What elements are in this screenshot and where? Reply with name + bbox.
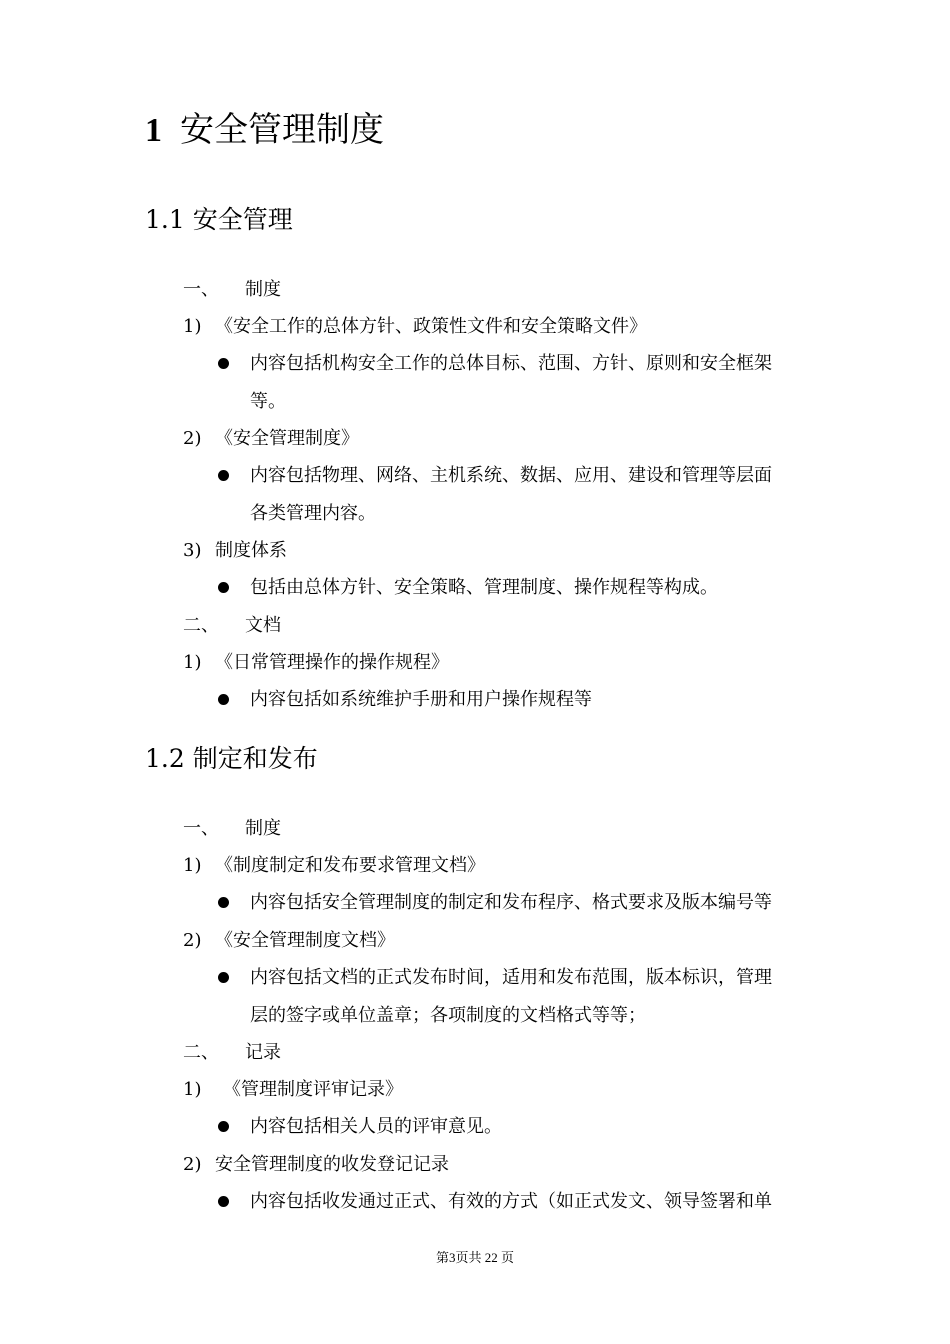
item-index: 2) [183,428,202,449]
bullet-text: 内容包括收发通过正式、有效的方式（如正式发文、领导签署和单 [250,1191,772,1212]
item-title [183,929,395,953]
item-text-part: 管理操作的操作规程》 [269,652,449,673]
chapter-title: 安全管理制度 [180,110,384,150]
item-index: 2) [183,930,202,951]
bullet-icon [218,582,229,593]
item-title [183,1153,449,1177]
category-heading [183,278,281,302]
bullet-icon [218,972,229,983]
bullet-text-continued: 各类管理内容。 [250,503,376,524]
item-text: 制度体系 [215,540,287,561]
category-label: 记录 [245,1042,281,1063]
item-index: 1) [183,855,202,876]
item-text-part: 《 [215,652,233,673]
bullet-icon [218,358,229,369]
item-index: 1) [183,316,202,337]
bullet-text: 内容包括相关人员的评审意见。 [250,1116,502,1137]
bullet-text: 内容包括如系统维护手册和用户操作规程等 [250,689,592,710]
category-label: 制度 [245,279,281,300]
bullet-text: 内容包括物理、网络、主机系统、数据、应用、建设和管理等层面 [250,465,772,486]
bullet-icon [218,470,229,481]
category-label: 文档 [245,615,281,636]
item-text: 《安全管理制度文档》 [215,930,395,951]
bullet-text: 内容包括文档的正式发布时间，适用和发布范围，版本标识，管理 [250,967,772,988]
bullet-icon [218,1196,229,1207]
item-title [183,1078,403,1102]
bullet-icon [218,1121,229,1132]
bullet-text-continued: 层的签字或单位盖章；各项制度的文档格式等等； [250,1005,646,1026]
bullet-text-continued: 等。 [250,391,286,412]
item-text: 《安全管理制度》 [215,428,359,449]
item-text: 《安全工作的总体方针、政策性文件和安全策略文件》 [215,316,647,337]
section-heading-1-1: 1.1 安全管理 [145,205,293,234]
chapter-number: 1 [145,112,162,149]
item-title [183,651,449,675]
item-text: 《制度制定和发布要求管理文档》 [215,855,485,876]
category-index: 一、 [183,818,219,839]
page-title [145,110,384,151]
category-index: 二、 [183,1042,219,1063]
bullet-icon [218,694,229,705]
item-index: 3) [183,540,202,561]
section-heading-1-2: 1.2 制定和发布 [145,744,318,773]
item-text: 安全管理制度的收发登记记录 [215,1154,449,1175]
item-text-part: 日常 [233,652,269,673]
item-index: 1) [183,652,202,673]
category-heading [183,614,281,638]
category-heading [183,1041,281,1065]
category-index: 二、 [183,615,219,636]
item-title [183,539,287,563]
category-heading [183,817,281,841]
bullet-text: 包括由总体方针、安全策略、管理制度、操作规程等构成。 [250,577,718,598]
category-label: 制度 [245,818,281,839]
bullet-text: 内容包括安全管理制度的制定和发布程序、格式要求及版本编号等 [250,892,772,913]
item-text: 《管理制度评审记录》 [223,1079,403,1100]
bullet-text: 内容包括机构安全工作的总体目标、范围、方针、原则和安全框架 [250,353,772,374]
item-title [183,854,485,878]
item-text [215,651,449,675]
category-index: 一、 [183,279,219,300]
item-index: 2) [183,1154,202,1175]
page-footer: 第3页共 22 页 [435,1250,514,1265]
item-title [183,427,359,451]
item-index: 1) [183,1079,202,1100]
bullet-icon [218,897,229,908]
item-title [183,315,647,339]
